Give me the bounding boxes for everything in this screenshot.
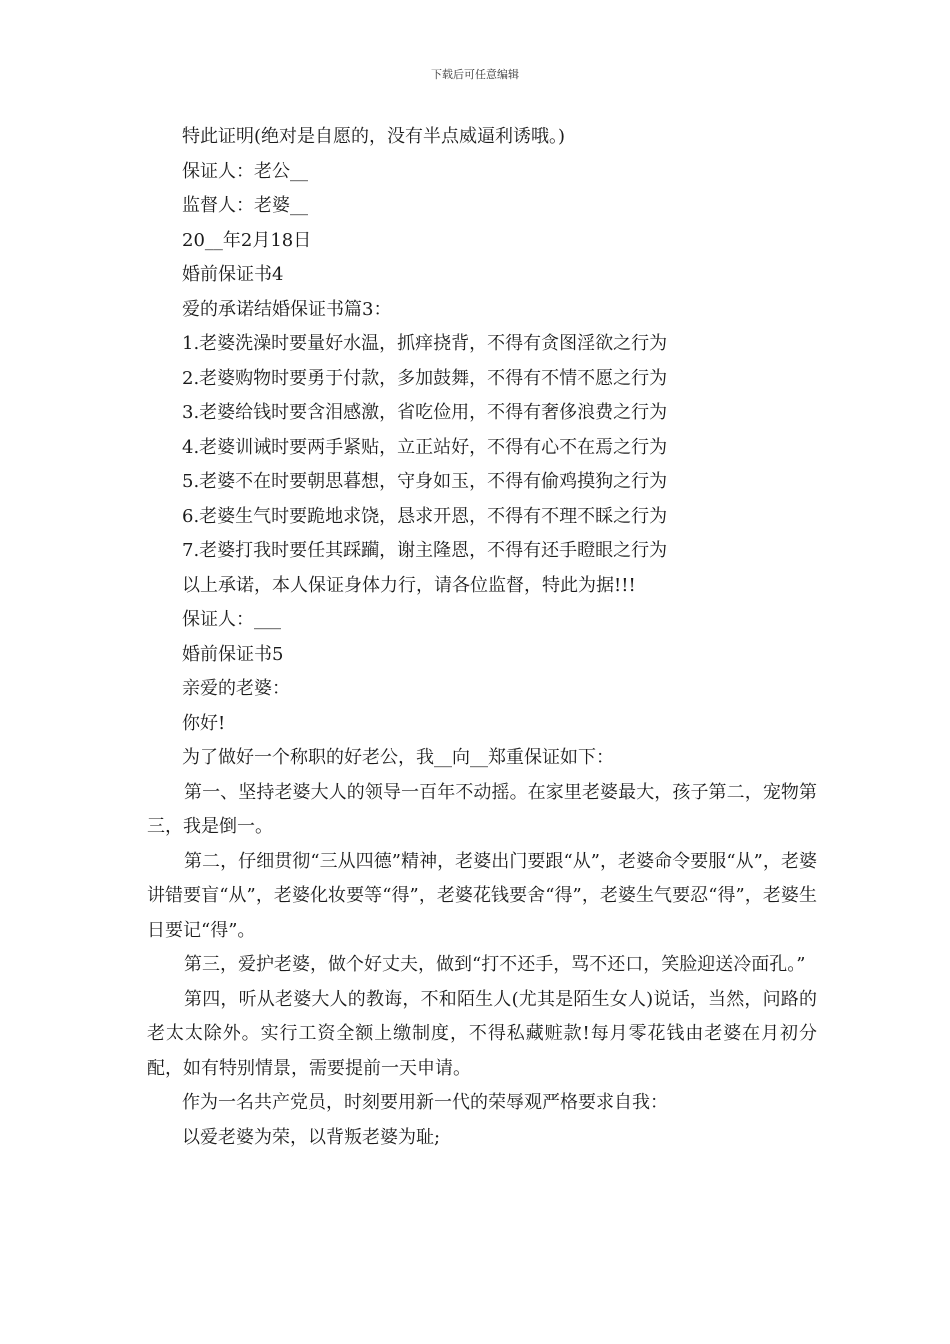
paragraph: 第三，爱护老婆，做个好丈夫，做到“打不还手，骂不还口，笑脸迎送冷面孔。”	[184, 954, 806, 975]
text-line: 监督人：老婆__	[182, 195, 308, 216]
text-line: 作为一名共产党员，时刻要用新一代的荣辱观严格要求自我：	[182, 1092, 668, 1113]
paragraph: 第四，听从老婆大人的教诲，不和陌生人(尤其是陌生女人)说话，当然，问路的老太太除外。实行工资全额上缴制度，不得私藏赃款!每月零花钱由老婆在月初分配，如有特别情景，需要提前一天申请。	[147, 988, 817, 1079]
text-line: 以爱老婆为荣，以背叛老婆为耻;	[182, 1126, 441, 1148]
list-item: 7.老婆打我时要任其踩躏，谢主隆恩，不得有还手瞪眼之行为	[182, 540, 668, 561]
text-line: 保证人：___	[182, 609, 281, 630]
text-line: 为了做好一个称职的好老公，我__向__郑重保证如下：	[182, 747, 614, 768]
text-line: 你好!	[182, 712, 226, 734]
page-header: 下载后可任意编辑	[431, 68, 519, 81]
paragraph: 第一、坚持老婆大人的领导一百年不动摇。在家里老婆最大，孩子第二，宠物第三，我是倒一。	[147, 781, 817, 837]
list-item: 1.老婆洗澡时要量好水温，抓痒挠背，不得有贪图淫欲之行为	[182, 333, 668, 354]
text-line: 亲爱的老婆：	[182, 678, 290, 699]
text-line: 特此证明(绝对是自愿的，没有半点威逼利诱哦。)	[182, 126, 566, 147]
paragraph: 第二，仔细贯彻“三从四德”精神，老婆出门要跟“从”，老婆命令要服“从”，老婆讲错要盲“从”，老婆化妆要等“得”，老婆花钱要舍“得”，老婆生气要忍“得”，老婆生日要记“得”。	[147, 850, 817, 941]
list-item: 5.老婆不在时要朝思暮想，守身如玉，不得有偷鸡摸狗之行为	[182, 471, 668, 492]
document-body	[147, 120, 817, 1155]
text-line: 20__年2月18日	[182, 229, 312, 251]
list-item: 4.老婆训诫时要两手紧贴，立正站好，不得有心不在焉之行为	[182, 436, 668, 458]
section-title: 婚前保证书5	[182, 643, 284, 665]
text-line: 保证人：老公__	[182, 160, 308, 182]
text-line: 以上承诺，本人保证身体力行，请各位监督，特此为据!!!	[182, 574, 636, 596]
list-item: 6.老婆生气时要跪地求饶，恳求开恩，不得有不理不睬之行为	[182, 505, 668, 527]
list-item: 2.老婆购物时要勇于付款，多加鼓舞，不得有不情不愿之行为	[182, 367, 668, 389]
list-item: 3.老婆给钱时要含泪感激，省吃俭用，不得有奢侈浪费之行为	[182, 402, 668, 423]
text-line: 爱的承诺结婚保证书篇3：	[182, 298, 392, 320]
section-title: 婚前保证书4	[182, 264, 284, 285]
